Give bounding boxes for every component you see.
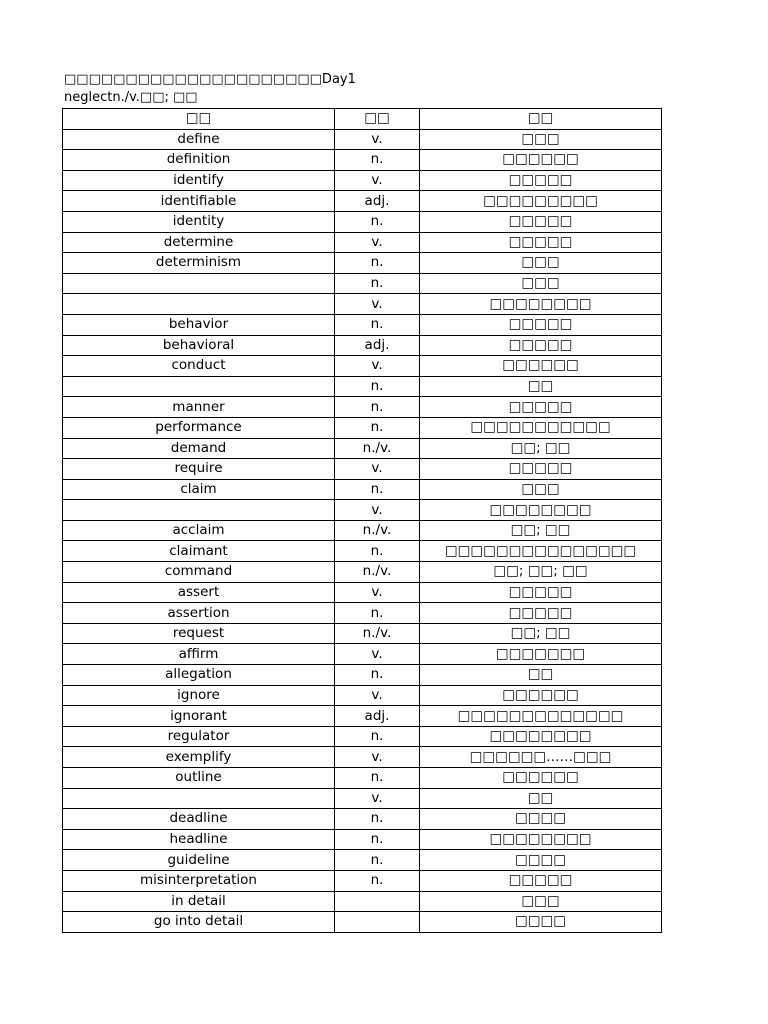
meaning-cell: □□□□□□……□□□: [420, 747, 662, 768]
table-row: [63, 644, 662, 665]
table-row: [63, 829, 662, 850]
part-of-speech-cell: n.: [335, 768, 420, 789]
table-row: [63, 376, 662, 397]
meaning-cell: □□□□□: [420, 459, 662, 480]
part-of-speech-cell: n.: [335, 603, 420, 624]
table-row: [63, 356, 662, 377]
part-of-speech-cell: v.: [335, 356, 420, 377]
word-cell: allegation: [63, 665, 335, 686]
word-cell: request: [63, 623, 335, 644]
column-header-part-of-speech: □□: [335, 109, 420, 130]
word-cell: identity: [63, 211, 335, 232]
part-of-speech-cell: n.: [335, 809, 420, 830]
table-row: [63, 273, 662, 294]
meaning-cell: □□□□□□: [420, 685, 662, 706]
meaning-cell: □□□□□□: [420, 768, 662, 789]
part-of-speech-cell: v.: [335, 170, 420, 191]
meaning-cell: □□□□□: [420, 211, 662, 232]
meaning-cell: □□; □□: [420, 520, 662, 541]
table-header: [63, 109, 662, 130]
part-of-speech-cell: [335, 912, 420, 933]
word-cell: conduct: [63, 356, 335, 377]
column-header-meaning: □□: [420, 109, 662, 130]
table-row: [63, 417, 662, 438]
word-cell: behavior: [63, 314, 335, 335]
table-row: [63, 685, 662, 706]
part-of-speech-cell: v.: [335, 747, 420, 768]
meaning-cell: □□; □□; □□: [420, 562, 662, 583]
table-row: [63, 706, 662, 727]
part-of-speech-cell: adj.: [335, 706, 420, 727]
meaning-cell: □□□□□: [420, 397, 662, 418]
word-cell: affirm: [63, 644, 335, 665]
word-cell: assert: [63, 582, 335, 603]
table-row: [63, 479, 662, 500]
part-of-speech-cell: adj.: [335, 335, 420, 356]
part-of-speech-cell: n.: [335, 376, 420, 397]
part-of-speech-cell: n.: [335, 150, 420, 171]
table-row: [63, 747, 662, 768]
table-row: [63, 294, 662, 315]
meaning-cell: □□□□□□□: [420, 644, 662, 665]
part-of-speech-cell: n.: [335, 479, 420, 500]
word-cell: acclaim: [63, 520, 335, 541]
word-cell: [63, 500, 335, 521]
meaning-cell: □□□□□: [420, 582, 662, 603]
table-row: [63, 809, 662, 830]
part-of-speech-cell: v.: [335, 582, 420, 603]
word-cell: determinism: [63, 253, 335, 274]
table-row: [63, 232, 662, 253]
part-of-speech-cell: v.: [335, 129, 420, 150]
word-cell: define: [63, 129, 335, 150]
meaning-cell: □□□□: [420, 850, 662, 871]
part-of-speech-cell: n.: [335, 541, 420, 562]
meaning-cell: □□□□□□□□□□□: [420, 417, 662, 438]
word-cell: determine: [63, 232, 335, 253]
meaning-cell: □□□□: [420, 912, 662, 933]
meaning-cell: □□□: [420, 273, 662, 294]
table-row: [63, 665, 662, 686]
meaning-cell: □□□: [420, 129, 662, 150]
document-title: □□□□□□□□□□□□□□□□□□□□□Day1: [64, 72, 356, 87]
table-row: [63, 211, 662, 232]
part-of-speech-cell: n.: [335, 273, 420, 294]
table-row: [63, 438, 662, 459]
word-cell: require: [63, 459, 335, 480]
table-row: [63, 788, 662, 809]
table-row: [63, 891, 662, 912]
part-of-speech-cell: v.: [335, 500, 420, 521]
meaning-cell: □□; □□: [420, 623, 662, 644]
table-row: [63, 170, 662, 191]
meaning-cell: □□□□□□□□: [420, 500, 662, 521]
table-row: [63, 603, 662, 624]
header-row: [63, 109, 662, 130]
part-of-speech-cell: n.: [335, 314, 420, 335]
meaning-cell: □□□□: [420, 809, 662, 830]
word-cell: deadline: [63, 809, 335, 830]
meaning-cell: □□; □□: [420, 438, 662, 459]
table-row: [63, 541, 662, 562]
meaning-cell: □□□□□□□□□□□□□□□: [420, 541, 662, 562]
table-row: [63, 850, 662, 871]
table-row: [63, 459, 662, 480]
meaning-cell: □□□□□□□□: [420, 726, 662, 747]
word-cell: performance: [63, 417, 335, 438]
word-cell: claim: [63, 479, 335, 500]
meaning-cell: □□□□□□: [420, 356, 662, 377]
table-row: [63, 520, 662, 541]
part-of-speech-cell: n.: [335, 870, 420, 891]
meaning-cell: □□□□□□□□□□□□□: [420, 706, 662, 727]
part-of-speech-cell: v.: [335, 644, 420, 665]
part-of-speech-cell: n./v.: [335, 562, 420, 583]
word-cell: exemplify: [63, 747, 335, 768]
word-cell: in detail: [63, 891, 335, 912]
part-of-speech-cell: n.: [335, 253, 420, 274]
meaning-cell: □□□□□: [420, 335, 662, 356]
table-row: [63, 562, 662, 583]
document-subtitle: neglectn./v.□□; □□: [64, 90, 198, 105]
word-cell: command: [63, 562, 335, 583]
word-cell: headline: [63, 829, 335, 850]
word-cell: definition: [63, 150, 335, 171]
part-of-speech-cell: n.: [335, 665, 420, 686]
part-of-speech-cell: v.: [335, 788, 420, 809]
meaning-cell: □□□□□: [420, 603, 662, 624]
table-row: [63, 582, 662, 603]
part-of-speech-cell: v.: [335, 294, 420, 315]
word-cell: regulator: [63, 726, 335, 747]
word-cell: assertion: [63, 603, 335, 624]
meaning-cell: □□□: [420, 479, 662, 500]
table-body: [63, 129, 662, 932]
meaning-cell: □□□□□: [420, 170, 662, 191]
part-of-speech-cell: n.: [335, 211, 420, 232]
table-row: [63, 129, 662, 150]
part-of-speech-cell: n./v.: [335, 520, 420, 541]
word-cell: ignore: [63, 685, 335, 706]
part-of-speech-cell: v.: [335, 459, 420, 480]
part-of-speech-cell: n.: [335, 726, 420, 747]
word-cell: [63, 273, 335, 294]
part-of-speech-cell: v.: [335, 232, 420, 253]
table-row: [63, 335, 662, 356]
word-cell: misinterpretation: [63, 870, 335, 891]
word-cell: demand: [63, 438, 335, 459]
part-of-speech-cell: n./v.: [335, 438, 420, 459]
meaning-cell: □□: [420, 788, 662, 809]
table-row: [63, 768, 662, 789]
word-cell: manner: [63, 397, 335, 418]
word-cell: [63, 294, 335, 315]
table-row: [63, 150, 662, 171]
word-cell: identify: [63, 170, 335, 191]
part-of-speech-cell: v.: [335, 685, 420, 706]
part-of-speech-cell: adj.: [335, 191, 420, 212]
word-cell: [63, 376, 335, 397]
meaning-cell: □□□□□□□□□: [420, 191, 662, 212]
table-row: [63, 191, 662, 212]
meaning-cell: □□□: [420, 891, 662, 912]
meaning-cell: □□□□□□□□: [420, 294, 662, 315]
table-row: [63, 500, 662, 521]
word-cell: outline: [63, 768, 335, 789]
table-row: [63, 253, 662, 274]
part-of-speech-cell: n.: [335, 829, 420, 850]
meaning-cell: □□: [420, 665, 662, 686]
part-of-speech-cell: [335, 891, 420, 912]
table-row: [63, 870, 662, 891]
table-row: [63, 912, 662, 933]
word-cell: go into detail: [63, 912, 335, 933]
word-cell: ignorant: [63, 706, 335, 727]
word-cell: identifiable: [63, 191, 335, 212]
part-of-speech-cell: n.: [335, 397, 420, 418]
word-cell: claimant: [63, 541, 335, 562]
meaning-cell: □□□□□: [420, 314, 662, 335]
table-row: [63, 314, 662, 335]
word-cell: [63, 788, 335, 809]
table-row: [63, 623, 662, 644]
meaning-cell: □□□: [420, 253, 662, 274]
part-of-speech-cell: n./v.: [335, 623, 420, 644]
column-header-word: □□: [63, 109, 335, 130]
word-cell: behavioral: [63, 335, 335, 356]
vocabulary-table: [62, 108, 662, 933]
table-row: [63, 726, 662, 747]
meaning-cell: □□: [420, 376, 662, 397]
table-row: [63, 397, 662, 418]
meaning-cell: □□□□□: [420, 232, 662, 253]
meaning-cell: □□□□□□: [420, 150, 662, 171]
meaning-cell: □□□□□□□□: [420, 829, 662, 850]
meaning-cell: □□□□□: [420, 870, 662, 891]
part-of-speech-cell: n.: [335, 850, 420, 871]
part-of-speech-cell: n.: [335, 417, 420, 438]
word-cell: guideline: [63, 850, 335, 871]
